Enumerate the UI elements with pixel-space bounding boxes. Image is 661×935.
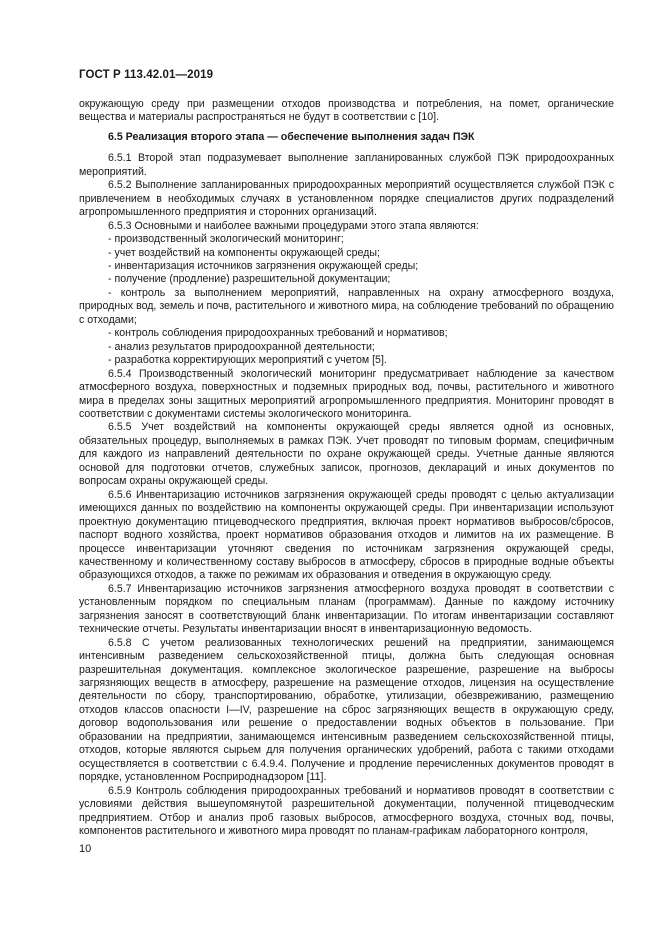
paragraph: 6.5.7 Инвентаризацию источников загрязнения атмосферного воздуха проводят в соответствии с установленным порядком по специальным планам (программам). Данные по каждому источнику загрязнения заносят в соответствующий бланк инвентаризации. По итогам инвентаризации составляют технические отчеты. Результаты инвентаризации вносят в инвентаризационную ведомость. (79, 582, 614, 636)
paragraph: 6.5.8 С учетом реализованных технологических решений на предприятии, занимающемся интенсивным разведением сельскохозяйственной птицы, должна быть следующая основная разрешительная документация. комплексное экологическое разрешение, разрешение на выбросы загрязняющих веществ в атмосферу, разрешение на размещение отходов, лицензия на осуществление деятельности по сбору, транспортированию, обработке, утилизации, обезвреживанию, размещению отходов классов опасности I—IV, разрешение на сброс загрязняющих веществ в окружающую среду, договор водопользования или решение о предоставлении водных объектов в пользование. При образовании на предприятии, занимающемся интенсивным разведением сельскохозяйственной птицы, отходов, которые являются сырьем для получения органических удобрений, работа с такими отходами осуществляется в соответствии с 6.4.9.4. Получение и продление перечисленных документов проводят в порядке, установленном Росприроднадзором [11]. (79, 636, 614, 784)
list-item: - получение (продление) разрешительной документации; (108, 273, 391, 286)
paragraph: окружающую среду при размещении отходов производства и потребления, на помет, органические вещества и материалы распространяться не будут в соответствии с [10]. (79, 98, 614, 124)
paragraph: 6.5.5 Учет воздействий на компоненты окружающей среды является одной из основных, обязательных процедур, выполняемых в рамках ПЭК. Учет проводят по типовым формам, специфичным для каждого из направлений деятельности по охране окружающей среды. Учетные данные являются основой для подготовки отчетов, служебных записок, прогнозов, деклараций и иных документов по вопросам охраны окружающей среды. (79, 421, 614, 488)
list-item: - анализ результатов природоохранной деятельности; (108, 340, 375, 353)
list-item: - производственный экологический мониторинг; (108, 233, 344, 246)
paragraph: 6.5.3 Основными и наиболее важными процедурами этого этапа являются: (108, 219, 479, 232)
document-body (79, 98, 614, 838)
paragraph: 6.5.6 Инвентаризацию источников загрязнения окружающей среды проводят с целью актуализации имеющихся данных по воздействию на компоненты окружающей среды. При инвентаризации используют проектную документацию птицеводческого предприятия, включая проект нормативов выбросов/сбросов, паспорт водного хозяйства, проект нормативов образования отходов и лимитов на их размещение. В процессе инвентаризации уточняют сведения по источникам загрязнения окружающей среды, качественному и количественному составу выбросов в атмосферу, сбросов в природные водные объекты образующихся отходов, а также по режимам их образования и отведения в окружающую среду. (79, 488, 614, 582)
list-item: - инвентаризация источников загрязнения окружающей среды; (108, 259, 419, 272)
list-item: - контроль за выполнением мероприятий, направленных на охрану атмосферного воздуха, природных вод, земель и почв, растительного и животного мира, на соблюдение требований по обращению с отходами; (79, 286, 614, 326)
paragraph: 6.5.9 Контроль соблюдения природоохранных требований и нормативов проводят в соответствии с условиями действия вышеупомянутой разрешительной документации, полученной птицеводческим предприятием. Отбор и анализ проб газовых выбросов, атмосферного воздуха, сточных вод, почвы, компонентов растительного и животного мира проводят по планам-графикам лабораторного контроля, (79, 784, 614, 838)
list-item: - учет воздействий на компоненты окружающей среды; (108, 246, 380, 259)
section-heading: 6.5 Реализация второго этапа — обеспечение выполнения задач ПЭК (108, 130, 475, 143)
document-header: ГОСТ Р 113.42.01—2019 (79, 69, 214, 81)
list-item: - разработка корректирующих мероприятий с учетом [5]. (108, 354, 387, 367)
page-number: 10 (79, 843, 92, 855)
list-item: - контроль соблюдения природоохранных требований и нормативов; (108, 327, 448, 340)
paragraph: 6.5.4 Производственный экологический мониторинг предусматривает наблюдение за качеством атмосферного воздуха, поверхностных и подземных природных вод, почвы, растительного и животного мира в пределах зоны защитных мероприятий агропромышленного предприятия. Мониторинг проводят в соответствии с документами системы экологического мониторинга. (79, 367, 614, 420)
paragraph: 6.5.1 Второй этап подразумевает выполнение запланированных службой ПЭК природоохранных мероприятий. (79, 152, 614, 178)
paragraph: 6.5.2 Выполнение запланированных природоохранных мероприятий осуществляется службой ПЭК с привлечением в необходимых случаях в установленном порядке специалистов других подразделений агропромышленного предприятия и сторонних организаций. (79, 179, 614, 219)
